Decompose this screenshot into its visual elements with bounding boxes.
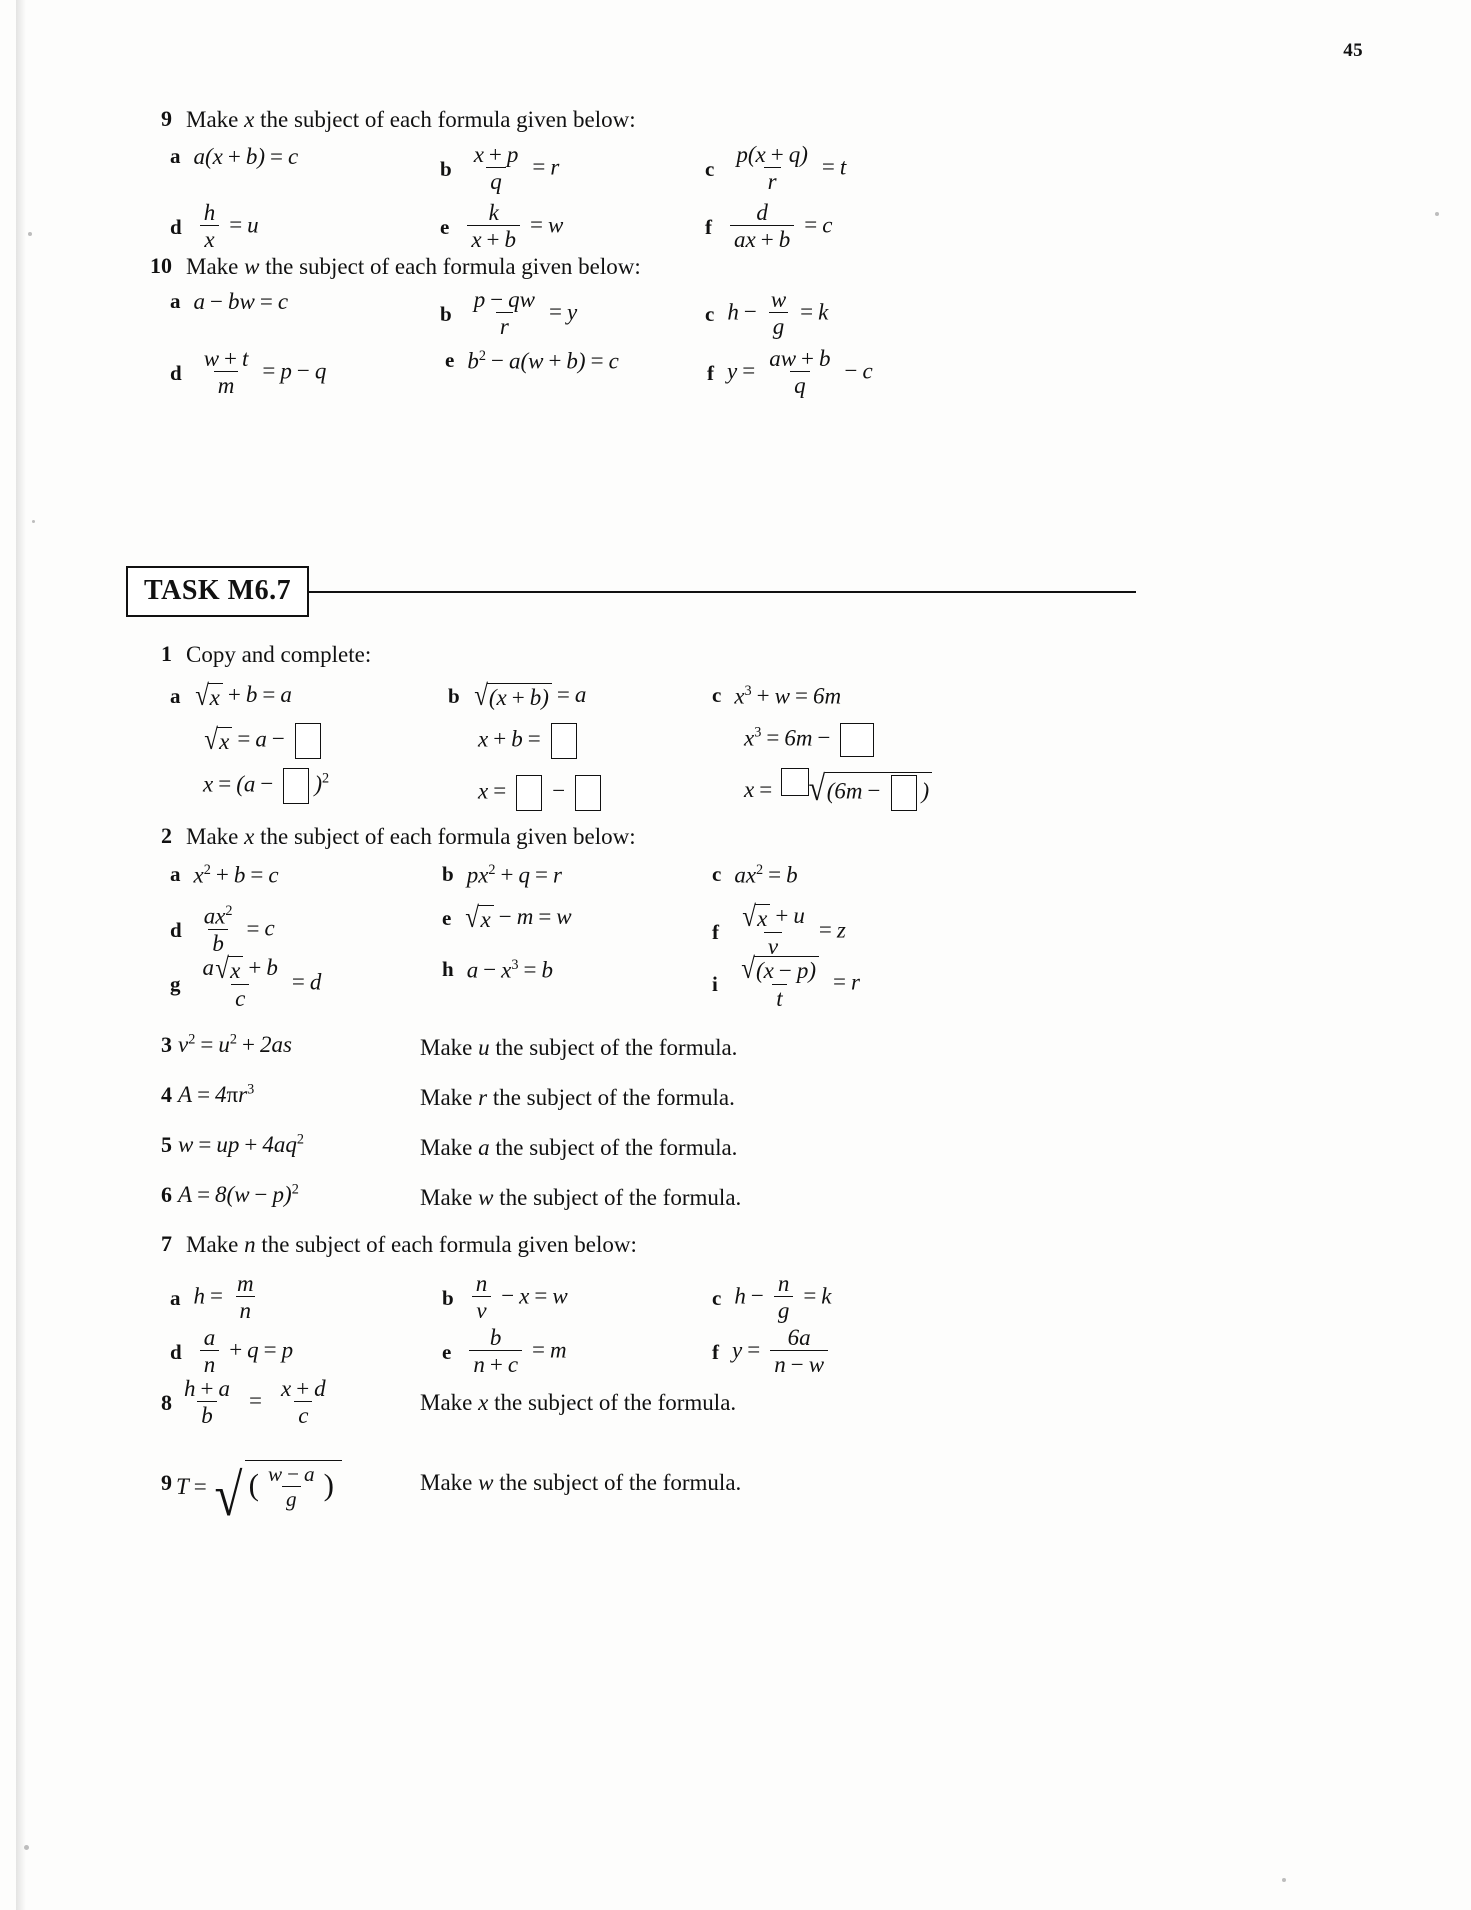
t5-instr-var: a [478,1135,490,1160]
item-t1b-label: b [448,684,460,709]
t8-instr-post: the subject of the formula. [488,1390,737,1415]
item-10b-formula: $\frac{p - qw}{r}$ = y [473,287,578,339]
task-q2-row-def [170,901,846,960]
t4-instr-post: the subject of the formula. [487,1085,735,1110]
item-t2g [170,953,442,1012]
item-10a [170,289,440,314]
answer-box[interactable] [575,775,601,811]
scan-speck [28,232,32,236]
item-10c-label: c [705,301,715,326]
task-q1-item-a-line1 [170,680,292,713]
item-t1c-l2 [744,723,879,757]
task-q1-item-c-line1 [712,683,841,708]
item-10b-label: b [440,301,452,326]
task-banner [126,566,1136,617]
question-10-row-def [170,348,873,398]
item-t2g-label: g [170,971,181,996]
task-q9-formula: T = √ ( $\frac{w - a}{g}$ ) [176,1460,342,1517]
item-t1b-l2 [478,723,582,759]
item-t1a-label: a [170,684,181,709]
item-t1a-l2 [203,723,326,759]
answer-box[interactable] [840,723,874,757]
task-q6-number: 6 [161,1182,172,1207]
item-t7b-formula: $\frac{n}{v}$ − x = w [467,1273,568,1323]
item-t7b-label: b [442,1285,454,1310]
task-q7-number: 7 [161,1231,172,1256]
task-q2-number: 2 [161,823,172,848]
item-t7d [170,1327,442,1377]
item-9a-label: a [170,144,181,168]
item-t1a [170,680,292,713]
item-t1a-line1: √ x + b = a [194,680,292,713]
item-9f [705,202,832,252]
task-q1-item-a-line2 [203,723,326,759]
item-9e-formula: $\frac{k}{x + b}$ = w [462,202,563,252]
item-10f [707,348,873,398]
t6-instr-pre: Make [420,1185,479,1210]
q10-stem-post: the subject of each formula given below: [259,254,641,279]
item-10e [445,348,707,373]
task-q2-stem [186,824,636,850]
t3-instr-post: the subject of the formula. [489,1035,738,1060]
t2-stem-var: x [244,824,255,849]
t4-instr-var: r [478,1085,488,1110]
item-t2h-formula: $a - x^3 = b$ [466,956,553,983]
task-q5-formula: w = up + $4aq^2$ [178,1131,304,1157]
scan-speck [1435,212,1439,216]
item-10c-formula: h − $\frac{w}{g}$ = k [727,287,829,339]
item-t2f [712,901,846,960]
item-9d-formula: $\frac{h}{x}$ = u [195,202,259,252]
item-t2i-formula: √ (x − p) t = r [741,953,860,1012]
t7-stem-var: n [244,1232,256,1257]
item-10d-formula: $\frac{w + t}{m}$ = p − q [203,346,327,398]
task-q4-number: 4 [161,1082,172,1107]
item-t7b [442,1273,712,1323]
item-t2b-formula: $px^2 + q = r$ [466,861,562,888]
item-t7e [442,1327,712,1377]
q9-stem-pre: Make [186,107,245,132]
page-number: 45 [1343,40,1363,61]
t8-instr-pre: Make [420,1390,479,1415]
item-t2d-label: d [170,917,182,942]
item-9b-label: b [440,156,452,181]
item-9a [170,144,440,169]
item-t1c-l3 [744,768,932,811]
t9-instr-pre: Make [420,1470,479,1495]
answer-box[interactable] [551,723,577,759]
task-q7-row-def [170,1327,833,1377]
task-q9-instruction [420,1470,741,1496]
item-10e-formula: $b^2 - a(w + b) = c$ [467,347,619,374]
q10-stem-var: w [244,254,260,279]
item-10c [705,289,828,339]
task-q1-item-b-line2 [478,723,582,759]
task-q1-item-a-line3 [203,768,329,804]
task-rule [307,591,1136,593]
item-t2b-label: b [442,862,454,886]
t4-instr-pre: Make [420,1085,479,1110]
answer-box[interactable] [283,768,309,804]
item-t7c [712,1273,832,1323]
item-t2e-label: e [442,906,452,931]
item-9d [170,202,440,252]
scan-speck [1282,1878,1286,1882]
item-t7f-formula: y = $\frac{6a}{n - w}$ [732,1327,833,1377]
answer-box[interactable] [891,775,917,811]
item-t1a-line3: $x = (a - )^2$ [203,768,329,804]
item-t2c-formula: $ax^2 = b$ [734,861,798,888]
item-t7f-label: f [712,1339,719,1364]
task-q8-instruction [420,1390,736,1416]
item-t2e [442,902,712,935]
item-t2a [170,862,442,887]
item-t1c-line2: $x^3 = 6m$ − [744,723,879,757]
item-t7a-formula: h = $\frac{m}{n}$ [193,1271,254,1323]
question-10-stem [186,254,641,280]
t2-stem-pre: Make [186,824,245,849]
task-q1-item-b-line3 [478,775,606,811]
item-t2i-label: i [712,971,718,996]
item-t2g-formula: a √ x + b c = d [202,953,322,1012]
item-t1c-line1: $x^3 + w = 6m$ [734,682,842,709]
item-9b-formula: $\frac{x + p}{q}$ = r [473,142,560,194]
answer-box-index[interactable] [781,768,809,796]
scan-speck [32,520,35,523]
item-t7d-formula: $\frac{a}{n}$ + q = p [195,1327,293,1377]
t9-instr-var: w [478,1470,494,1495]
task-q1-stem: Copy and complete: [186,642,372,667]
item-t2i [712,953,860,1012]
item-t1b-line3: x = − [478,775,606,811]
question-9-row-abc [170,144,846,194]
task-q2-row-ghi [170,953,860,1012]
item-9f-label: f [705,214,712,239]
answer-box[interactable] [295,723,321,759]
item-t1c [712,683,841,708]
task-q4-formula: $A = 4\pi r^3$ [178,1081,255,1107]
item-t1b-line2: x + b = [478,723,582,759]
item-t2e-formula: √ x − m = w [465,902,572,935]
item-t1c-line3: x = √ (6m − ) [744,772,932,811]
item-t2c [712,862,798,887]
item-9c [705,144,846,194]
item-t1a-line2: √ x = a − [203,723,326,759]
item-t7c-label: c [712,1285,722,1310]
item-9e [440,202,705,252]
item-t7a-label: a [170,1285,181,1310]
item-t2d-formula: $\frac{ax^2}{b}$ = c [203,903,275,956]
item-9c-label: c [705,156,715,181]
item-t2h [442,957,712,982]
item-10a-label: a [170,289,181,313]
task-q8-number: 8 [161,1390,172,1415]
item-t1b-l3 [478,775,606,811]
item-9d-label: d [170,214,182,239]
item-t2a-formula: $x^2 + b = c$ [193,861,279,888]
item-10e-label: e [445,348,455,372]
item-t1b-line1: √ (x + b) = a [473,680,587,713]
q10-stem-pre: Make [186,254,245,279]
item-t7d-label: d [170,1339,182,1364]
scan-speck [24,1845,29,1850]
task-q1-item-b-line1 [448,680,587,713]
item-t7c-formula: h − $\frac{n}{g}$ = k [734,1271,832,1323]
item-t2d [170,905,442,956]
task-q3-instruction [420,1035,737,1061]
item-9b [440,144,705,194]
item-9c-formula: $\frac{p(x + q)}{r}$ = t [736,142,847,194]
scan-edge-artifact [16,0,26,1910]
t7-stem-pre: Make [186,1232,245,1257]
item-10f-formula: y = $\frac{aw + b}{q}$ − c [727,346,873,398]
t3-instr-var: u [478,1035,490,1060]
task-q2-row-abc [170,862,798,887]
item-t7a [170,1273,442,1323]
task-q8-formula: $\frac{h + a}{b}$ = $\frac{x + d}{c}$ [184,1376,326,1428]
question-9-number: 9 [161,106,172,131]
task-q5-number: 5 [161,1132,172,1157]
task-q7-row-abc [170,1273,832,1323]
task-q7-stem [186,1232,637,1258]
item-10d [170,348,445,398]
task-q3-number: 3 [161,1032,172,1057]
t5-instr-post: the subject of the formula. [489,1135,738,1160]
question-10-number: 10 [150,253,172,278]
item-10a-formula: a − bw = c [193,289,289,314]
task-q3-formula: $v^2 = u^2 + 2as$ [178,1031,292,1057]
item-9e-label: e [440,214,450,239]
t2-stem-post: the subject of each formula given below: [254,824,636,849]
question-9-row-def [170,202,832,252]
item-10f-label: f [707,360,714,385]
t3-instr-pre: Make [420,1035,479,1060]
t9-instr-post: the subject of the formula. [493,1470,742,1495]
t6-instr-var: w [478,1185,494,1210]
task-q1-number: 1 [161,641,172,666]
item-t2c-label: c [712,862,722,886]
t6-instr-post: the subject of the formula. [493,1185,742,1210]
item-t2a-label: a [170,862,181,886]
t7-stem-post: the subject of each formula given below: [255,1232,637,1257]
item-t7e-label: e [442,1339,452,1364]
task-q1-item-c-line2 [744,723,879,757]
question-10-row-abc [170,289,828,339]
item-t2h-label: h [442,957,454,981]
item-t1c-label: c [712,683,722,707]
task-q6-instruction [420,1185,741,1211]
item-t7e-formula: $\frac{b}{n + c}$ = m [464,1327,566,1377]
task-q9-number: 9 [161,1470,172,1495]
task-q1-item-c-line3 [744,768,932,811]
item-t2f-formula: √ x + u v = z [742,901,846,960]
task-q6-formula: $A = 8(w - p)^2$ [178,1181,299,1207]
item-t1a-l3 [203,768,329,804]
task-q4-instruction [420,1085,735,1111]
item-t2f-label: f [712,919,719,944]
task-label: TASK M6.7 [126,566,309,617]
item-9a-formula: a(x + b) = c [193,144,299,169]
q9-stem-var: x [244,107,255,132]
q9-stem-post: the subject of each formula given below: [254,107,636,132]
answer-box[interactable] [516,775,542,811]
question-9-stem [186,107,636,133]
item-t1b [448,680,587,713]
item-10b [440,289,705,339]
item-9f-formula: $\frac{d}{ax + b}$ = c [725,202,832,252]
item-t7f [712,1327,833,1377]
item-t2b [442,862,712,887]
task-q5-instruction [420,1135,737,1161]
t8-instr-var: x [478,1390,489,1415]
item-10d-label: d [170,360,182,385]
t5-instr-pre: Make [420,1135,479,1160]
